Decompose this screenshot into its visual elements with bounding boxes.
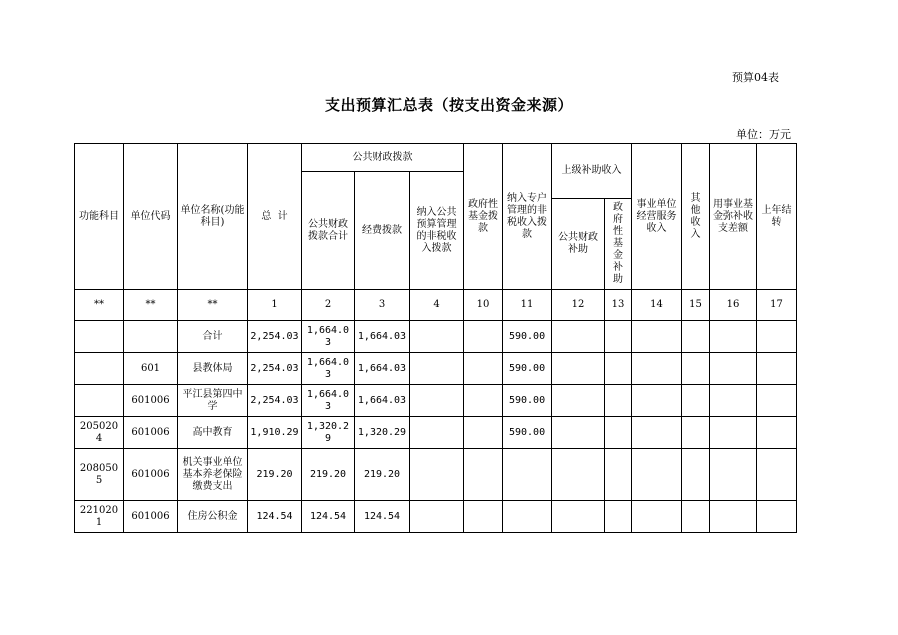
gov-fund-cell (464, 417, 503, 449)
superior-gov-fund-cell (605, 353, 632, 385)
operating-cell (632, 449, 682, 501)
col-index: 13 (605, 290, 632, 321)
other-cell (682, 449, 710, 501)
nontax-cell (410, 449, 464, 501)
col-index: 4 (410, 290, 464, 321)
header-special-nontax: 纳入专户管理的非税收入拨款 (503, 144, 552, 290)
public-finance-total-cell: 1,320.29 (302, 417, 355, 449)
header-unit-code: 单位代码 (124, 144, 178, 290)
header-public-finance-total: 公共财政拨款合计 (302, 172, 355, 290)
unit-name-cell: 高中教育 (178, 417, 248, 449)
header-superior-finance: 公共财政补助 (552, 199, 605, 290)
nontax-cell (410, 417, 464, 449)
reserve-cell (710, 385, 757, 417)
func-code-cell (75, 353, 124, 385)
unit-code-cell (124, 321, 178, 353)
funding-cell: 1,664.03 (355, 353, 410, 385)
table-row (75, 353, 797, 385)
superior-finance-cell (552, 385, 605, 417)
func-code-cell: 2210201 (75, 501, 124, 533)
header-nontax: 纳入公共预算管理的非税收入拨款 (410, 172, 464, 290)
header-unit-name: 单位名称(功能科目) (178, 144, 248, 290)
special-nontax-cell: 590.00 (503, 353, 552, 385)
col-index: 1 (248, 290, 302, 321)
total-cell: 2,254.03 (248, 385, 302, 417)
carryover-cell (757, 385, 797, 417)
col-index: 17 (757, 290, 797, 321)
superior-gov-fund-cell (605, 417, 632, 449)
total-cell: 124.54 (248, 501, 302, 533)
col-index: ** (178, 290, 248, 321)
carryover-cell (757, 501, 797, 533)
table-row (75, 501, 797, 533)
superior-finance-cell (552, 321, 605, 353)
header-reserve: 用事业基金弥补收支差额 (710, 144, 757, 290)
form-number: 预算04表 (732, 71, 779, 84)
col-index: ** (75, 290, 124, 321)
public-finance-total-cell: 1,664.03 (302, 353, 355, 385)
carryover-cell (757, 353, 797, 385)
table-row (75, 449, 797, 501)
unit-code-cell: 601006 (124, 385, 178, 417)
special-nontax-cell (503, 449, 552, 501)
header-operating: 事业单位经营服务收入 (632, 144, 682, 290)
header-superior-gov-fund: 政府性基金补助 (605, 199, 632, 290)
func-code-cell: 2080505 (75, 449, 124, 501)
reserve-cell (710, 449, 757, 501)
special-nontax-cell (503, 501, 552, 533)
gov-fund-cell (464, 501, 503, 533)
unit-name-cell: 机关事业单位基本养老保险缴费支出 (178, 449, 248, 501)
public-finance-total-cell: 124.54 (302, 501, 355, 533)
public-finance-total-cell: 1,664.03 (302, 321, 355, 353)
superior-gov-fund-cell (605, 501, 632, 533)
col-index: 3 (355, 290, 410, 321)
col-index: 10 (464, 290, 503, 321)
funding-cell: 219.20 (355, 449, 410, 501)
header-other: 其他收入 (682, 144, 710, 290)
col-index: 11 (503, 290, 552, 321)
public-finance-total-cell: 219.20 (302, 449, 355, 501)
funding-cell: 124.54 (355, 501, 410, 533)
total-cell: 2,254.03 (248, 353, 302, 385)
special-nontax-cell: 590.00 (503, 417, 552, 449)
funding-cell: 1,664.03 (355, 321, 410, 353)
gov-fund-cell (464, 353, 503, 385)
reserve-cell (710, 321, 757, 353)
unit-code-cell: 601 (124, 353, 178, 385)
header-funding: 经费拨款 (355, 172, 410, 290)
public-finance-total-cell: 1,664.03 (302, 385, 355, 417)
reserve-cell (710, 417, 757, 449)
total-cell: 1,910.29 (248, 417, 302, 449)
special-nontax-cell: 590.00 (503, 385, 552, 417)
func-code-cell (75, 385, 124, 417)
operating-cell (632, 353, 682, 385)
gov-fund-cell (464, 385, 503, 417)
carryover-cell (757, 449, 797, 501)
gov-fund-cell (464, 321, 503, 353)
unit-name-cell: 平江县第四中学 (178, 385, 248, 417)
table-body (75, 321, 797, 533)
header-superior: 上级补助收入 (552, 144, 632, 199)
other-cell (682, 353, 710, 385)
other-cell (682, 385, 710, 417)
special-nontax-cell: 590.00 (503, 321, 552, 353)
col-index: 2 (302, 290, 355, 321)
unit-code-cell: 601006 (124, 449, 178, 501)
carryover-cell (757, 321, 797, 353)
operating-cell (632, 321, 682, 353)
table-row (75, 321, 797, 353)
nontax-cell (410, 353, 464, 385)
superior-finance-cell (552, 353, 605, 385)
col-index: 14 (632, 290, 682, 321)
operating-cell (632, 417, 682, 449)
gov-fund-cell (464, 449, 503, 501)
funding-cell: 1,664.03 (355, 385, 410, 417)
col-index: 15 (682, 290, 710, 321)
func-code-cell: 2050204 (75, 417, 124, 449)
nontax-cell (410, 321, 464, 353)
col-index: 16 (710, 290, 757, 321)
carryover-cell (757, 417, 797, 449)
superior-gov-fund-cell (605, 321, 632, 353)
table-row (75, 385, 797, 417)
header-total: 总 计 (248, 144, 302, 290)
superior-finance-cell (552, 449, 605, 501)
unit-code-cell: 601006 (124, 501, 178, 533)
other-cell (682, 417, 710, 449)
superior-gov-fund-cell (605, 449, 632, 501)
total-cell: 219.20 (248, 449, 302, 501)
unit-name-cell: 住房公积金 (178, 501, 248, 533)
total-cell: 2,254.03 (248, 321, 302, 353)
func-code-cell (75, 321, 124, 353)
superior-gov-fund-cell (605, 385, 632, 417)
operating-cell (632, 501, 682, 533)
header-gov-fund: 政府性基金拨款 (464, 144, 503, 290)
superior-finance-cell (552, 417, 605, 449)
header-func-code: 功能科目 (75, 144, 124, 290)
other-cell (682, 321, 710, 353)
unit-name-cell: 县教体局 (178, 353, 248, 385)
other-cell (682, 501, 710, 533)
budget-table (74, 143, 797, 533)
unit-name-cell: 合计 (178, 321, 248, 353)
nontax-cell (410, 385, 464, 417)
funding-cell: 1,320.29 (355, 417, 410, 449)
col-index: 12 (552, 290, 605, 321)
operating-cell (632, 385, 682, 417)
unit-label: 单位：万元 (736, 128, 791, 141)
reserve-cell (710, 501, 757, 533)
table-row (75, 417, 797, 449)
col-index: ** (124, 290, 178, 321)
header-public-finance: 公共财政拨款 (302, 144, 464, 172)
superior-finance-cell (552, 501, 605, 533)
header-carryover: 上年结转 (757, 144, 797, 290)
unit-code-cell: 601006 (124, 417, 178, 449)
page-title: 支出预算汇总表（按支出资金来源） (324, 96, 573, 114)
nontax-cell (410, 501, 464, 533)
reserve-cell (710, 353, 757, 385)
